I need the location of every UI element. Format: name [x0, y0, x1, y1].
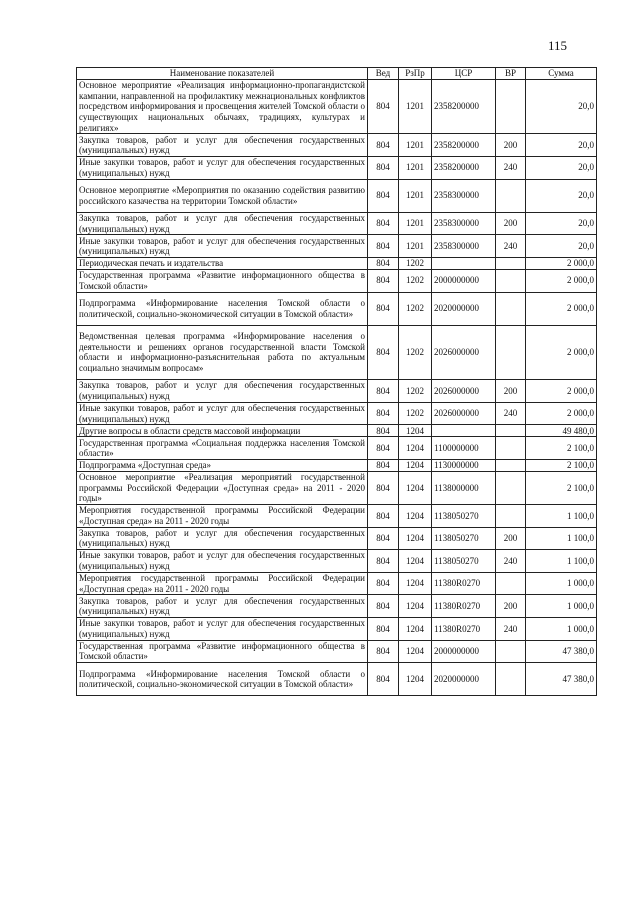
table-row	[77, 471, 597, 504]
table-row	[77, 572, 597, 595]
row-vr-cell	[496, 459, 526, 471]
row-csr-cell: 2358300000	[432, 235, 496, 258]
row-sum-cell: 2 000,0	[526, 257, 597, 269]
table-row	[77, 550, 597, 573]
row-ved-cell: 804	[368, 179, 399, 212]
row-name-cell: Основное мероприятие «Мероприятия по оказанию содействия развитию российского казачества на территории Томской области»	[77, 179, 368, 212]
table-row	[77, 292, 597, 325]
row-rzpr-cell: 1204	[399, 471, 432, 504]
row-rzpr-cell: 1204	[399, 459, 432, 471]
header-sum: Сумма	[526, 68, 597, 80]
table-row	[77, 595, 597, 618]
row-rzpr-cell: 1201	[399, 212, 432, 235]
row-vr-cell: 200	[496, 595, 526, 618]
row-rzpr-cell: 1201	[399, 134, 432, 157]
row-name-cell: Иные закупки товаров, работ и услуг для обеспечения государственных (муниципальных) нужд	[77, 618, 368, 641]
row-vr-cell	[496, 269, 526, 292]
row-rzpr-cell: 1204	[399, 595, 432, 618]
row-rzpr-cell: 1202	[399, 380, 432, 403]
row-rzpr-cell: 1204	[399, 640, 432, 663]
row-csr-cell: 2358200000	[432, 156, 496, 179]
row-name-cell: Другие вопросы в области средств массовой информации	[77, 425, 368, 437]
row-vr-cell: 200	[496, 380, 526, 403]
row-rzpr-cell: 1204	[399, 505, 432, 528]
header-ved: Вед	[368, 68, 399, 80]
row-vr-cell: 200	[496, 527, 526, 550]
row-rzpr-cell: 1204	[399, 437, 432, 460]
row-vr-cell	[496, 292, 526, 325]
row-ved-cell: 804	[368, 380, 399, 403]
table-row	[77, 640, 597, 663]
table-row	[77, 425, 597, 437]
row-csr-cell: 1138050270	[432, 527, 496, 550]
row-sum-cell: 2 100,0	[526, 437, 597, 460]
header-csr: ЦСР	[432, 68, 496, 80]
row-ved-cell: 804	[368, 618, 399, 641]
row-name-cell: Периодическая печать и издательства	[77, 257, 368, 269]
row-name-cell: Государственная программа «Развитие информационного общества в Томской области»	[77, 269, 368, 292]
row-ved-cell: 804	[368, 527, 399, 550]
row-csr-cell	[432, 257, 496, 269]
row-sum-cell: 2 100,0	[526, 459, 597, 471]
table-row	[77, 380, 597, 403]
table-row	[77, 235, 597, 258]
row-sum-cell: 20,0	[526, 212, 597, 235]
row-sum-cell: 20,0	[526, 134, 597, 157]
row-csr-cell: 1138000000	[432, 471, 496, 504]
row-name-cell: Мероприятия государственной программы Российской Федерации «Доступная среда» на 2011 - 2020 годы	[77, 572, 368, 595]
row-csr-cell: 1138050270	[432, 505, 496, 528]
row-sum-cell: 1 100,0	[526, 505, 597, 528]
row-ved-cell: 804	[368, 402, 399, 425]
row-vr-cell	[496, 437, 526, 460]
row-rzpr-cell: 1202	[399, 292, 432, 325]
row-rzpr-cell: 1202	[399, 325, 432, 379]
row-ved-cell: 804	[368, 663, 399, 696]
row-csr-cell: 1130000000	[432, 459, 496, 471]
row-vr-cell: 200	[496, 134, 526, 157]
table-body	[77, 80, 597, 696]
row-csr-cell: 2020000000	[432, 292, 496, 325]
row-sum-cell: 20,0	[526, 80, 597, 134]
row-name-cell: Закупка товаров, работ и услуг для обеспечения государственных (муниципальных) нужд	[77, 380, 368, 403]
table-row	[77, 179, 597, 212]
row-vr-cell	[496, 505, 526, 528]
row-csr-cell: 2026000000	[432, 402, 496, 425]
table-row	[77, 134, 597, 157]
row-vr-cell: 240	[496, 618, 526, 641]
row-ved-cell: 804	[368, 572, 399, 595]
row-csr-cell: 2358200000	[432, 134, 496, 157]
row-vr-cell: 240	[496, 550, 526, 573]
row-name-cell: Государственная программа «Развитие информационного общества в Томской области»	[77, 640, 368, 663]
row-ved-cell: 804	[368, 505, 399, 528]
row-ved-cell: 804	[368, 425, 399, 437]
table-row	[77, 257, 597, 269]
header-rzpr: РзПр	[399, 68, 432, 80]
row-ved-cell: 804	[368, 80, 399, 134]
row-ved-cell: 804	[368, 292, 399, 325]
table-row	[77, 402, 597, 425]
row-sum-cell: 20,0	[526, 156, 597, 179]
row-name-cell: Подпрограмма «Доступная среда»	[77, 459, 368, 471]
row-vr-cell	[496, 425, 526, 437]
row-vr-cell	[496, 471, 526, 504]
row-name-cell: Государственная программа «Социальная поддержка населения Томской области»	[77, 437, 368, 460]
row-name-cell: Закупка товаров, работ и услуг для обеспечения государственных (муниципальных) нужд	[77, 527, 368, 550]
row-sum-cell: 20,0	[526, 235, 597, 258]
row-ved-cell: 804	[368, 437, 399, 460]
row-ved-cell: 804	[368, 212, 399, 235]
row-csr-cell	[432, 425, 496, 437]
table-row	[77, 618, 597, 641]
row-ved-cell: 804	[368, 459, 399, 471]
row-vr-cell	[496, 257, 526, 269]
row-sum-cell: 1 100,0	[526, 550, 597, 573]
row-ved-cell: 804	[368, 595, 399, 618]
row-csr-cell: 1138050270	[432, 550, 496, 573]
row-name-cell: Основное мероприятие «Реализация информационно-пропагандистской кампании, направленной на профилактику межнациональных конфликтов посредством информирования и просвещения жителей Томской области о существующих национальных обычаях, традициях, культурах и религиях»	[77, 80, 368, 134]
table-row	[77, 269, 597, 292]
row-ved-cell: 804	[368, 235, 399, 258]
row-ved-cell: 804	[368, 134, 399, 157]
row-name-cell: Основное мероприятие «Реализация мероприятий государственной программы Российской Федерации «Доступная среда» на 2011 - 2020 годы»	[77, 471, 368, 504]
row-rzpr-cell: 1204	[399, 425, 432, 437]
table-row	[77, 459, 597, 471]
row-ved-cell: 804	[368, 471, 399, 504]
row-vr-cell	[496, 80, 526, 134]
row-csr-cell: 2000000000	[432, 269, 496, 292]
row-ved-cell: 804	[368, 640, 399, 663]
row-vr-cell	[496, 179, 526, 212]
row-name-cell: Иные закупки товаров, работ и услуг для обеспечения государственных (муниципальных) нужд	[77, 402, 368, 425]
row-name-cell: Подпрограмма «Информирование населения Томской области о политической, социально-экономической ситуации в Томской области»	[77, 292, 368, 325]
table-row	[77, 527, 597, 550]
table-row	[77, 437, 597, 460]
header-vr: ВР	[496, 68, 526, 80]
row-sum-cell: 49 480,0	[526, 425, 597, 437]
row-vr-cell: 240	[496, 156, 526, 179]
table-header-row	[77, 68, 597, 80]
row-rzpr-cell: 1202	[399, 402, 432, 425]
table-row	[77, 325, 597, 379]
row-rzpr-cell: 1204	[399, 663, 432, 696]
row-rzpr-cell: 1202	[399, 269, 432, 292]
row-sum-cell: 2 000,0	[526, 292, 597, 325]
page-number: 115	[548, 38, 568, 53]
row-name-cell: Закупка товаров, работ и услуг для обеспечения государственных (муниципальных) нужд	[77, 134, 368, 157]
row-name-cell: Закупка товаров, работ и услуг для обеспечения государственных (муниципальных) нужд	[77, 595, 368, 618]
table-row	[77, 663, 597, 696]
row-csr-cell: 1100000000	[432, 437, 496, 460]
row-sum-cell: 2 000,0	[526, 269, 597, 292]
row-sum-cell: 2 000,0	[526, 402, 597, 425]
row-vr-cell: 200	[496, 212, 526, 235]
row-rzpr-cell: 1201	[399, 156, 432, 179]
row-rzpr-cell: 1201	[399, 179, 432, 212]
row-rzpr-cell: 1204	[399, 527, 432, 550]
row-csr-cell: 2026000000	[432, 325, 496, 379]
row-sum-cell: 1 000,0	[526, 595, 597, 618]
row-sum-cell: 20,0	[526, 179, 597, 212]
row-rzpr-cell: 1204	[399, 550, 432, 573]
row-ved-cell: 804	[368, 257, 399, 269]
row-csr-cell: 2026000000	[432, 380, 496, 403]
row-csr-cell: 2000000000	[432, 640, 496, 663]
row-sum-cell: 47 380,0	[526, 640, 597, 663]
row-name-cell: Иные закупки товаров, работ и услуг для обеспечения государственных (муниципальных) нужд	[77, 235, 368, 258]
budget-table	[76, 67, 597, 696]
row-sum-cell: 1 000,0	[526, 618, 597, 641]
row-csr-cell: 11380R0270	[432, 595, 496, 618]
row-vr-cell	[496, 640, 526, 663]
row-csr-cell: 2358300000	[432, 179, 496, 212]
row-csr-cell: 2020000000	[432, 663, 496, 696]
row-vr-cell: 240	[496, 402, 526, 425]
row-sum-cell: 2 000,0	[526, 325, 597, 379]
row-name-cell: Иные закупки товаров, работ и услуг для обеспечения государственных (муниципальных) нужд	[77, 156, 368, 179]
row-vr-cell: 240	[496, 235, 526, 258]
row-rzpr-cell: 1204	[399, 618, 432, 641]
row-rzpr-cell: 1201	[399, 80, 432, 134]
row-csr-cell: 2358300000	[432, 212, 496, 235]
row-sum-cell: 47 380,0	[526, 663, 597, 696]
table-row	[77, 505, 597, 528]
table-row	[77, 212, 597, 235]
row-ved-cell: 804	[368, 269, 399, 292]
row-csr-cell: 11380R0270	[432, 572, 496, 595]
row-name-cell: Мероприятия государственной программы Российской Федерации «Доступная среда» на 2011 - 2020 годы	[77, 505, 368, 528]
header-name: Наименование показателей	[77, 68, 368, 80]
row-name-cell: Подпрограмма «Информирование населения Томской области о политической, социально-экономической ситуации в Томской области»	[77, 663, 368, 696]
row-rzpr-cell: 1204	[399, 572, 432, 595]
row-ved-cell: 804	[368, 325, 399, 379]
row-csr-cell: 2358200000	[432, 80, 496, 134]
row-rzpr-cell: 1202	[399, 257, 432, 269]
row-csr-cell: 11380R0270	[432, 618, 496, 641]
table-row	[77, 80, 597, 134]
row-sum-cell: 2 000,0	[526, 380, 597, 403]
row-sum-cell: 1 000,0	[526, 572, 597, 595]
row-vr-cell	[496, 325, 526, 379]
row-name-cell: Ведомственная целевая программа «Информирование населения о деятельности и решениях органов государственной власти Томской области и информационно-разъяснительная работа по актуальным социально значимым вопросам»	[77, 325, 368, 379]
row-name-cell: Иные закупки товаров, работ и услуг для обеспечения государственных (муниципальных) нужд	[77, 550, 368, 573]
row-name-cell: Закупка товаров, работ и услуг для обеспечения государственных (муниципальных) нужд	[77, 212, 368, 235]
row-vr-cell	[496, 663, 526, 696]
row-vr-cell	[496, 572, 526, 595]
row-ved-cell: 804	[368, 156, 399, 179]
row-rzpr-cell: 1201	[399, 235, 432, 258]
row-sum-cell: 2 100,0	[526, 471, 597, 504]
table-row	[77, 156, 597, 179]
row-sum-cell: 1 100,0	[526, 527, 597, 550]
row-ved-cell: 804	[368, 550, 399, 573]
